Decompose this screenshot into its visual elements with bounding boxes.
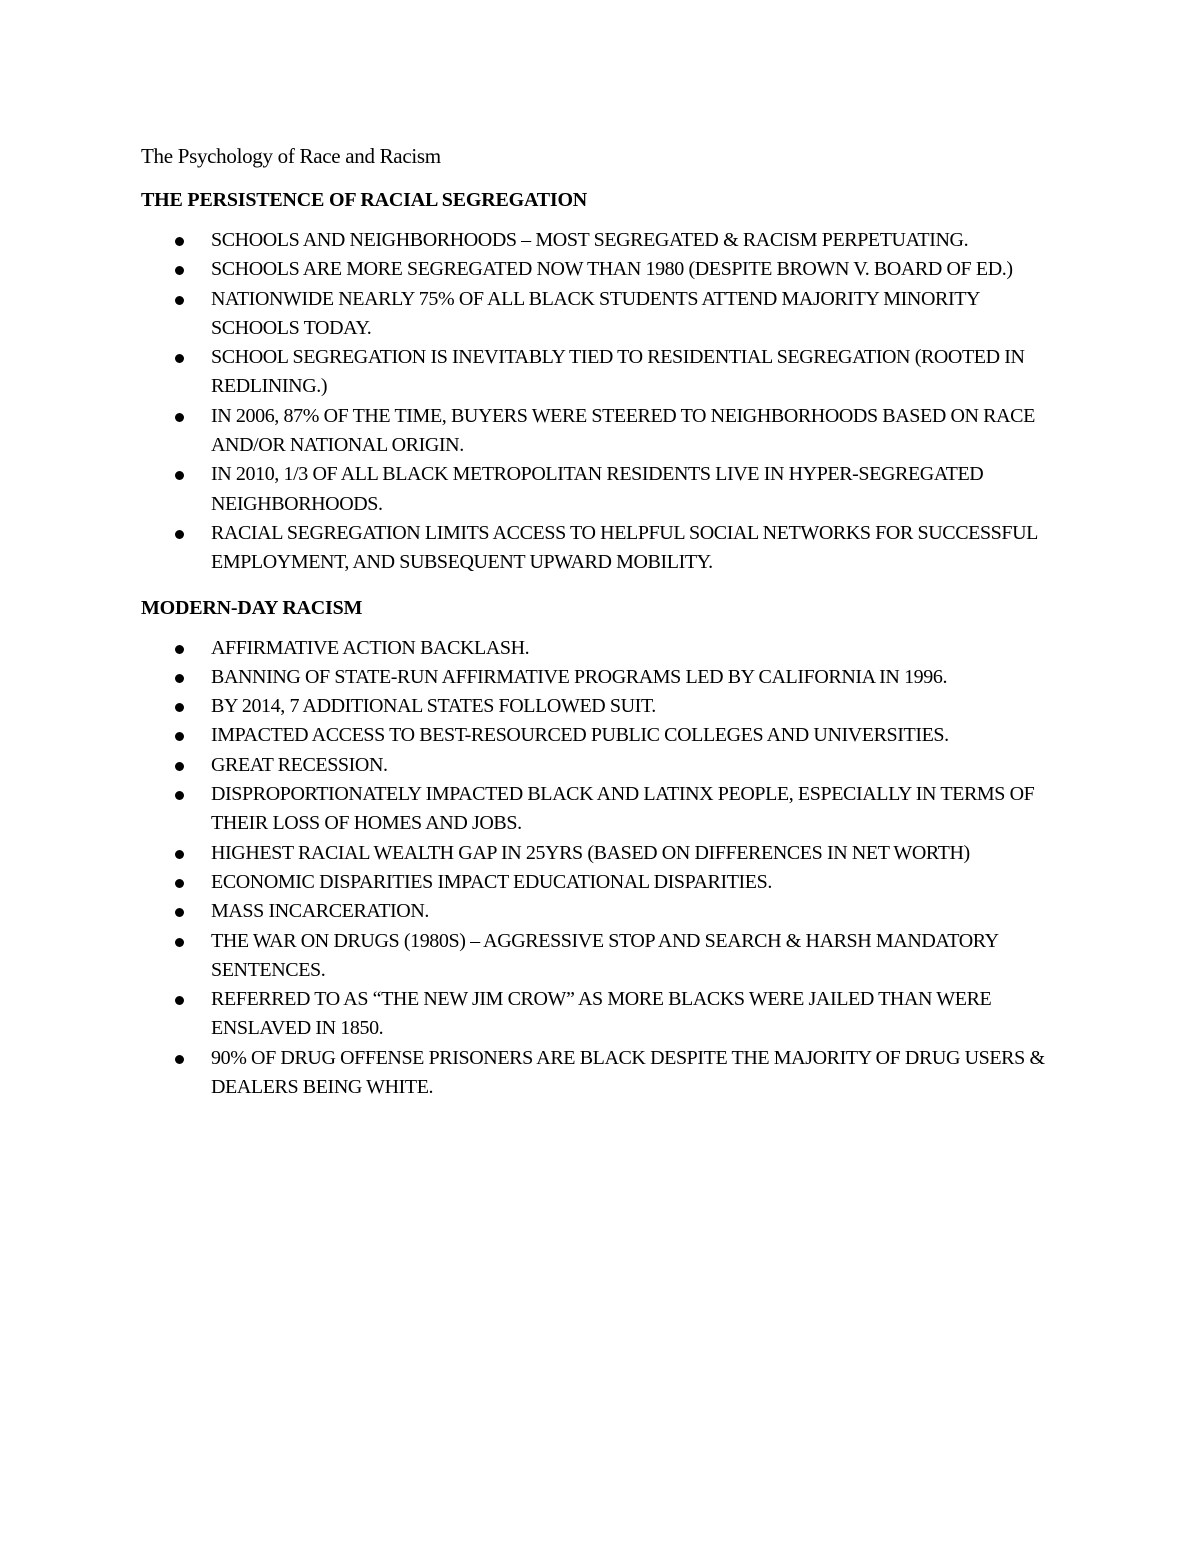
list-item — [141, 460, 1061, 519]
list-item-text: BANNING OF STATE-RUN AFFIRMATIVE PROGRAMS LED BY CALIFORNIA IN 1996. — [211, 665, 948, 688]
list-item-text: SCHOOL SEGREGATION IS INEVITABLY TIED TO RESIDENTIAL SEGREGATION (ROOTED IN REDLINING.) — [211, 346, 1025, 398]
list-item — [141, 255, 1061, 284]
list-item — [141, 663, 1061, 692]
bullet-icon — [175, 879, 184, 888]
section-heading: MODERN-DAY RACISM — [141, 596, 363, 619]
bullet-icon — [175, 938, 184, 947]
section-heading: THE PERSISTENCE OF RACIAL SEGREGATION — [141, 189, 588, 211]
document-page — [141, 140, 1061, 1116]
bullet-icon — [175, 996, 184, 1005]
list-item — [141, 985, 1061, 1044]
bullet-icon — [175, 237, 184, 246]
list-item — [141, 634, 1061, 663]
bullet-icon — [175, 1055, 184, 1064]
list-item-text: REFERRED TO AS “THE NEW JIM CROW” AS MORE BLACKS WERE JAILED THAN WERE ENSLAVED IN 1850. — [211, 988, 992, 1040]
list-item — [141, 839, 1061, 868]
list-item-text: AFFIRMATIVE ACTION BACKLASH. — [211, 636, 530, 659]
list-item — [141, 927, 1061, 986]
list-item-text: SCHOOLS AND NEIGHBORHOODS – MOST SEGREGATED & RACISM PERPETUATING. — [211, 229, 969, 251]
bullet-icon — [175, 645, 184, 654]
list-item-text: IMPACTED ACCESS TO BEST-RESOURCED PUBLIC COLLEGES AND UNIVERSITIES. — [211, 724, 949, 747]
bullet-list — [141, 634, 1061, 1103]
list-item — [141, 721, 1061, 750]
list-item — [141, 897, 1061, 926]
bullet-icon — [175, 732, 184, 741]
bullet-icon — [175, 791, 184, 800]
list-item-text: 90% OF DRUG OFFENSE PRISONERS ARE BLACK DESPITE THE MAJORITY OF DRUG USERS & DEALERS BEING WHITE. — [211, 1046, 1045, 1099]
list-item-text: ECONOMIC DISPARITIES IMPACT EDUCATIONAL DISPARITIES. — [211, 870, 772, 893]
bullet-icon — [175, 530, 184, 539]
list-item — [141, 751, 1061, 780]
bullet-icon — [175, 266, 184, 275]
bullet-icon — [175, 703, 184, 712]
section-modern-day-racism — [141, 592, 1061, 1103]
list-item-text: SCHOOLS ARE MORE SEGREGATED NOW THAN 1980 (DESPITE BROWN V. BOARD OF ED.) — [211, 258, 1013, 281]
bullet-icon — [175, 354, 184, 363]
list-item — [141, 780, 1061, 839]
list-item-text: HIGHEST RACIAL WEALTH GAP IN 25YRS (BASED ON DIFFERENCES IN NET WORTH) — [211, 841, 970, 864]
list-item-text: RACIAL SEGREGATION LIMITS ACCESS TO HELPFUL SOCIAL NETWORKS FOR SUCCESSFUL EMPLOYMENT, AND SUBSEQUENT UPWARD MOBILITY. — [211, 521, 1038, 574]
section-racial-segregation — [141, 184, 1061, 578]
list-item — [141, 343, 1061, 402]
bullet-icon — [175, 908, 184, 917]
list-item-text: THE WAR ON DRUGS (1980S) – AGGRESSIVE STOP AND SEARCH & HARSH MANDATORY SENTENCES. — [211, 929, 998, 981]
list-item-text: NATIONWIDE NEARLY 75% OF ALL BLACK STUDENTS ATTEND MAJORITY MINORITY SCHOOLS TODAY. — [211, 287, 980, 339]
list-item-text: IN 2006, 87% OF THE TIME, BUYERS WERE STEERED TO NEIGHBORHOODS BASED ON RACE AND/OR NATIONAL ORIGIN. — [211, 404, 1035, 457]
bullet-icon — [175, 471, 184, 480]
bullet-icon — [175, 850, 184, 859]
list-item — [141, 519, 1061, 578]
list-item — [141, 1044, 1061, 1103]
list-item-text: BY 2014, 7 ADDITIONAL STATES FOLLOWED SUIT. — [211, 695, 656, 718]
list-item-text: DISPROPORTIONATELY IMPACTED BLACK AND LATINX PEOPLE, ESPECIALLY IN TERMS OF THEIR LOSS OF HOMES AND JOBS. — [211, 783, 1035, 835]
list-item — [141, 402, 1061, 461]
list-item-text: GREAT RECESSION. — [211, 753, 388, 776]
bullet-icon — [175, 762, 184, 771]
list-item — [141, 226, 1061, 255]
bullet-list — [141, 226, 1061, 578]
document-title: The Psychology of Race and Racism — [141, 144, 441, 168]
list-item-text: MASS INCARCERATION. — [211, 900, 429, 923]
bullet-icon — [175, 413, 184, 422]
bullet-icon — [175, 296, 184, 305]
bullet-icon — [175, 674, 184, 683]
list-item — [141, 285, 1061, 344]
list-item — [141, 868, 1061, 897]
list-item-text: IN 2010, 1/3 OF ALL BLACK METROPOLITAN RESIDENTS LIVE IN HYPER-SEGREGATED NEIGHBORHOODS. — [211, 463, 984, 515]
list-item — [141, 692, 1061, 721]
